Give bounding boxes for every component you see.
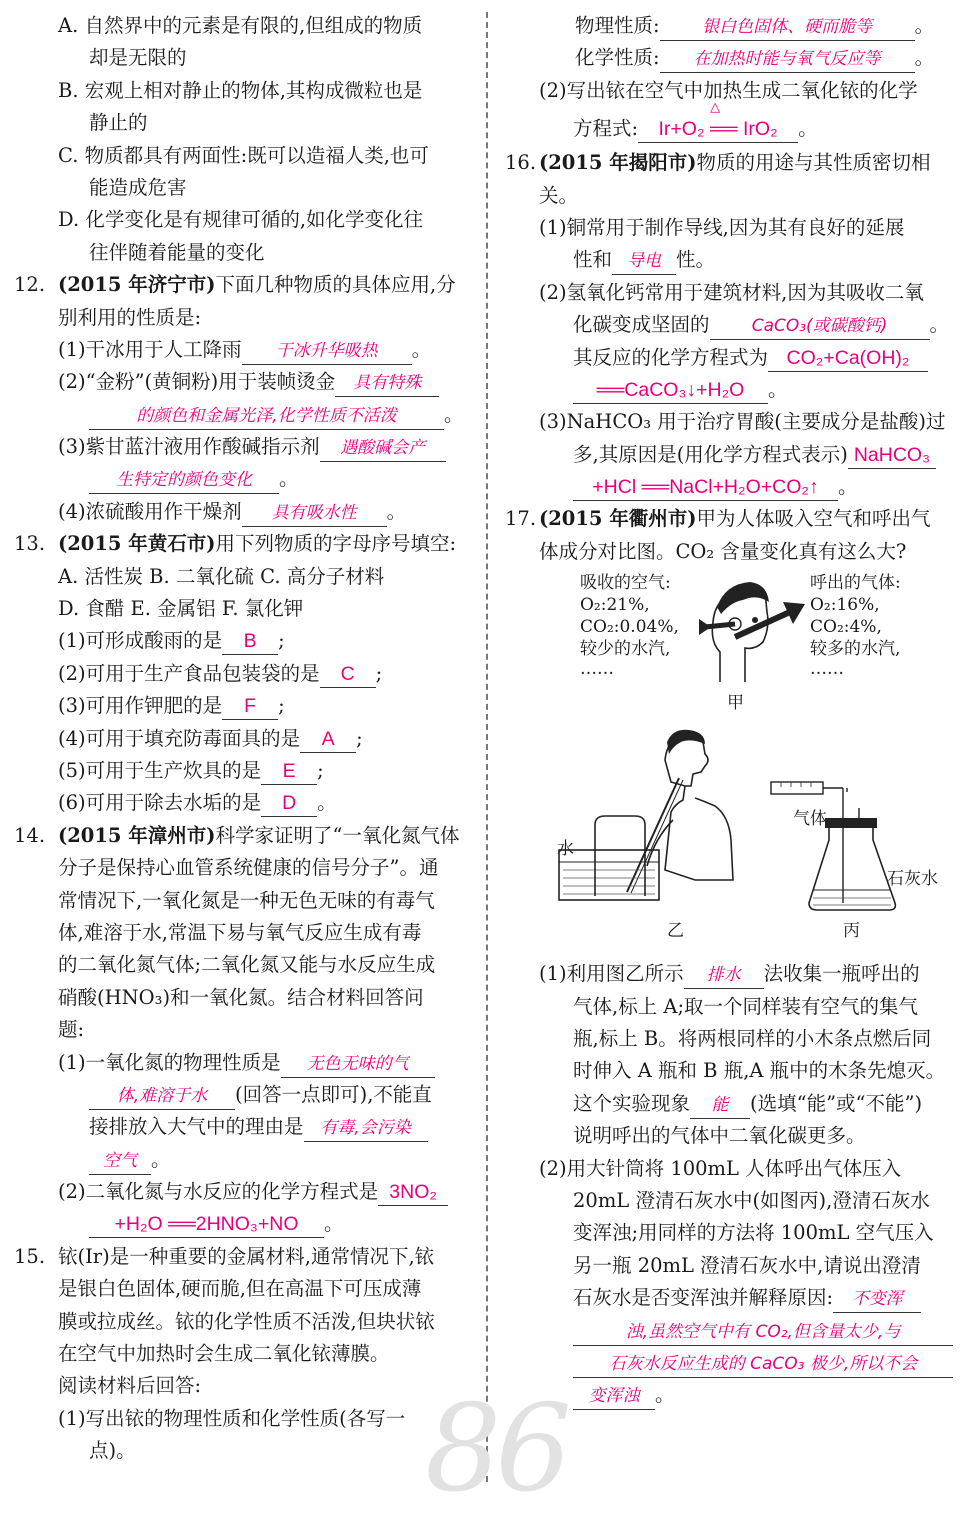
q17-sub2-cont7: 变浑浊 。	[505, 1379, 960, 1411]
left-column	[14, 10, 476, 1468]
q15-para4: 在空气中加热时会生成二氧化铱薄膜。	[58, 1342, 390, 1366]
q15-sub1: (1)写出铱的物理性质和化学性质(各写一	[58, 1406, 406, 1430]
q13-answer6: D	[261, 790, 317, 817]
q16-sub3-cont: 多,其原因是(用化学方程式表示) NaHCO₃	[505, 439, 960, 471]
q15-sub2: (2)写出铱在空气中加热生成二氧化铱的化学	[539, 78, 918, 102]
q11-option-c: C. 物质都具有两面性:既可以造福人类,也可	[58, 143, 429, 167]
q12-stem-cont: 别利用的性质是:	[58, 305, 202, 329]
q13-sub4: (4)可用于填充防毒面具的是 A ;	[14, 723, 476, 755]
q12-stem: 12. (2015 年济宁市)下面几种物质的具体应用,分	[14, 273, 456, 297]
q14-sub1-cont3: 空气 。	[14, 1144, 476, 1176]
q16-sub1-cont: 性和 导电 性。	[505, 244, 960, 276]
q13-stem: 13. (2015 年黄石市)用下列物质的字母序号填空:	[14, 532, 457, 556]
q17-sub1-cont5: 说明呼出的气体中二氧化碳更多。	[573, 1124, 866, 1148]
q13-sub3: (3)可用作钾肥的是 F ;	[14, 690, 476, 722]
q16-answer3b: +HCl ══NaCl+H₂O+CO₂↑	[573, 474, 838, 501]
fig-in-co2: CO₂:0.04%,	[580, 617, 679, 638]
q17-answer2b: 浊,虽然空气中有 CO₂,但含量太少,与	[573, 1319, 953, 1346]
right-column	[505, 10, 960, 1412]
fig-out-more: ……	[810, 659, 844, 680]
q12-sub3-cont: 生特定的颜色变化 。	[14, 463, 476, 495]
q15-physical-answer: 银白色固体、硬而脆等	[660, 14, 915, 41]
q12-answer3b: 生特定的颜色变化	[89, 467, 279, 494]
q16-answer2: CaCO₃(或碳酸钙)	[710, 313, 930, 340]
q12-answer1: 干冰升华吸热	[242, 338, 412, 365]
q17-sub2-cont4: 石灰水是否变浑浊并解释原因: 不变浑	[505, 1282, 960, 1314]
q15-para2: 是银白色固体,硬而脆,但在高温下可压成薄	[58, 1277, 422, 1301]
fig-in-title: 吸收的空气:	[580, 573, 671, 594]
q15-stem: 15. 铱(Ir)是一种重要的金属材料,通常情况下,铱	[14, 1244, 435, 1268]
q12-sub2: (2)“金粉”(黄铜粉)用于装帧烫金 具有特殊	[14, 366, 476, 398]
q13-answer2: C	[320, 661, 376, 688]
q11-option-b-cont: 静止的	[89, 111, 148, 135]
q17-answer1: 排水	[684, 962, 764, 989]
gas-collecting-bottle	[595, 816, 645, 896]
q15-equation-text: Ir+O₂ ══ IrO₂	[658, 118, 778, 141]
q16-answer2c: ══CaCO₃↓+H₂O	[573, 377, 768, 404]
q15-physical: 物理性质: 银白色固体、硬而脆等 。	[505, 10, 960, 42]
fig-in-more: ……	[580, 659, 614, 680]
fig-in-water: 较少的水汽,	[580, 639, 671, 660]
q13-sub5: (5)可用于生产炊具的是 E ;	[14, 755, 476, 787]
column-divider	[486, 12, 488, 1482]
q16-stem: 16. (2015 年揭阳市)物质的用途与其性质密切相	[505, 151, 931, 175]
q16-sub3: (3)NaHCO₃ 用于治疗胃酸(主要成分是盐酸)过	[539, 410, 946, 434]
q14-sub2-cont: +H₂O ══2HNO₃+NO 。	[14, 1208, 476, 1240]
q16-answer2b: CO₂+Ca(OH)₂	[768, 345, 928, 372]
label-bing: 丙	[843, 921, 860, 942]
q14-sub1: (1)一氧化氮的物理性质是 无色无味的气	[14, 1047, 476, 1079]
q15-sub2-eq: 方程式: △ Ir+O₂ ══ IrO₂ 。	[505, 107, 960, 147]
q14-para7: 题:	[58, 1018, 85, 1042]
q11-option-d-cont: 往伴随着能量的变化	[89, 240, 265, 264]
q14-answer2a: 3NO₂	[378, 1179, 448, 1206]
q11-option-a-cont: 却是无限的	[89, 46, 187, 70]
q16-stem-cont: 关。	[539, 183, 579, 207]
q14-answer1b: 体,难溶于水	[89, 1083, 235, 1110]
water-collection-apparatus	[555, 720, 755, 910]
q14-answer1c: 有毒,会污染	[304, 1115, 428, 1142]
fig-out-o2: O₂:16%,	[810, 595, 880, 616]
q12-sub1: (1)干冰用于人工降雨 干冰升华吸热 。	[14, 334, 476, 366]
q15-para3: 膜或拉成丝。铱的化学性质不活泼,但块状铱	[58, 1309, 435, 1333]
q13-answer3: F	[222, 693, 278, 720]
conical-flask	[809, 824, 895, 910]
syringe	[771, 782, 823, 794]
q16-sub2: (2)氢氧化钙常用于建筑材料,因为其吸收二氧	[539, 280, 924, 304]
q12-sub3: (3)紫甘蓝汁液用作酸碱指示剂 遇酸碱会产	[14, 431, 476, 463]
q12-answer2b: 的颜色和金属光泽,化学性质不活泼	[89, 403, 444, 430]
q12-sub4: (4)浓硫酸用作干燥剂 具有吸水性 。	[14, 496, 476, 528]
q14-para6: 硝酸(HNO₃)和一氧化氮。结合材料回答问	[58, 985, 424, 1009]
q14-para5: 的二氧化氮气体;二氧化氮又能与水反应生成	[58, 953, 436, 977]
q17-stem-cont: 体成分对比图。CO₂ 含量变化真有这么大?	[539, 539, 907, 563]
q14-para2: 分子是保持心血管系统健康的信号分子”。通	[58, 856, 439, 880]
q11-option-d: D. 化学变化是有规律可循的,如化学变化往	[58, 208, 424, 232]
q17-answer2a: 不变浑	[833, 1286, 921, 1313]
q17-figures	[505, 568, 960, 958]
limewater-flask-apparatus	[767, 778, 907, 918]
q17-answer2d: 变浑浊	[573, 1383, 655, 1410]
q17-sub2-cont: 20mL 澄清石灰水中(如图丙),澄清石灰水	[573, 1188, 930, 1212]
q13-sub2: (2)可用于生产食品包装袋的是 C ;	[14, 658, 476, 690]
fig-out-title: 呼出的气体:	[810, 573, 901, 594]
q16-sub1: (1)铜常用于制作导线,因为其有良好的延展	[539, 215, 905, 239]
q17-answer2c: 石灰水反应生成的 CaCO₃ 极少,所以不会	[573, 1351, 953, 1378]
q13-answer5: E	[261, 758, 317, 785]
q13-answer4: A	[300, 726, 356, 753]
q16-sub3-cont2: +HCl ══NaCl+H₂O+CO₂↑ 。	[505, 471, 960, 503]
q17-sub1-cont2: 瓶,标上 B。将两根同样的小木条点燃后同	[573, 1027, 932, 1051]
q16-answer1: 导电	[612, 248, 676, 275]
q14-sub1-cont: 体,难溶于水 (回答一点即可),不能直	[14, 1079, 476, 1111]
q13-sub1: (1)可形成酸雨的是 B ;	[14, 625, 476, 657]
fig-in-o2: O₂:21%,	[580, 595, 650, 616]
q17-sub1-cont4: 这个实验现象 能 (选填“能”或“不能”)	[505, 1088, 960, 1120]
q13-answer1: B	[222, 628, 278, 655]
q15-para5: 阅读材料后回答:	[58, 1374, 202, 1398]
q16-sub2-cont2: 其反应的化学方程式为 CO₂+Ca(OH)₂	[505, 342, 960, 374]
exhale-arrow	[735, 612, 790, 637]
q11-option-b: B. 宏观上相对静止的物体,其构成微粒也是	[58, 78, 423, 102]
page-number: 86	[425, 1380, 566, 1519]
q12-answer4: 具有吸水性	[242, 500, 387, 527]
q14-answer2b: +H₂O ══2HNO₃+NO	[89, 1211, 324, 1238]
q15-chemical-answer: 在加热时能与氧气反应等	[660, 46, 915, 73]
q17-sub1-cont3: 时伸入 A 瓶和 B 瓶,A 瓶中的木条先熄灭。	[573, 1059, 946, 1083]
heat-condition: △	[710, 99, 721, 115]
q14-para3: 常情况下,一氧化氮是一种无色无味的有毒气	[58, 888, 435, 912]
q17-stem: 17. (2015 年衢州市)甲为人体吸入空气和呼出气	[505, 507, 931, 531]
label-yi: 乙	[667, 921, 684, 942]
q11-option-a: A. 自然界中的元素是有限的,但组成的物质	[58, 14, 423, 37]
q14-sub2: (2)二氧化氮与水反应的化学方程式是 3NO₂	[14, 1176, 476, 1208]
q15-sub1-cont: 点)。	[89, 1439, 136, 1463]
q12-sub2-cont: 的颜色和金属光泽,化学性质不活泼 。	[14, 399, 476, 431]
q14-answer1d: 空气	[89, 1148, 151, 1175]
q16-sub2-cont3: ══CaCO₃↓+H₂O 。	[505, 374, 960, 406]
q13-options2: D. 食醋 E. 金属铝 F. 氯化钾	[58, 597, 304, 621]
q17-sub2: (2)用大针筒将 100mL 人体呼出气体压入	[539, 1156, 902, 1180]
q14-answer1a: 无色无味的气	[281, 1051, 435, 1078]
q16-answer3a: NaHCO₃	[848, 442, 936, 469]
q17-sub1-cont: 气体,标上 A;取一个同样装有空气的集气	[573, 994, 919, 1018]
label-jia: 甲	[727, 693, 744, 714]
q16-sub2-cont: 化碳变成坚固的 CaCO₃(或碳酸钙) 。	[505, 309, 960, 341]
q15-chemical: 化学性质: 在加热时能与氧气反应等 。	[505, 42, 960, 74]
fig-out-water: 较多的水汽,	[810, 639, 901, 660]
label-limewater: 石灰水	[887, 869, 938, 890]
q14-sub1-cont2: 接排放入大气中的理由是 有毒,会污染	[14, 1111, 476, 1143]
q12-answer2a: 具有特殊	[335, 370, 439, 397]
q17-sub2-cont5	[505, 1315, 960, 1347]
q17-sub2-cont6	[505, 1347, 960, 1379]
head-profile-illustration	[695, 572, 815, 682]
q14-para4: 体,难溶于水,常温下易与氧气反应生成有毒	[58, 920, 422, 944]
label-gas: 气体	[793, 809, 827, 830]
q13-sub6: (6)可用于除去水垢的是 D 。	[14, 787, 476, 819]
q14-stem: 14. (2015 年漳州市)科学家证明了“一氧化氮气体	[14, 823, 460, 847]
q17-sub1: (1)利用图乙所示 排水 法收集一瓶呼出的	[505, 958, 960, 990]
q17-answer1b: 能	[690, 1092, 750, 1119]
q12-answer3a: 遇酸碱会产	[320, 435, 446, 462]
q17-sub2-cont2: 变浑浊;用同样的方法将 100mL 空气压入	[573, 1221, 934, 1245]
q11-option-c-cont: 能造成危害	[89, 175, 187, 199]
q17-sub2-cont3: 另一瓶 20mL 澄清石灰水中,请说出澄清	[573, 1253, 921, 1277]
fig-out-co2: CO₂:4%,	[810, 617, 882, 638]
label-water: 水	[557, 839, 574, 860]
q13-options1: A. 活性炭 B. 二氧化硫 C. 高分子材料	[58, 564, 385, 588]
